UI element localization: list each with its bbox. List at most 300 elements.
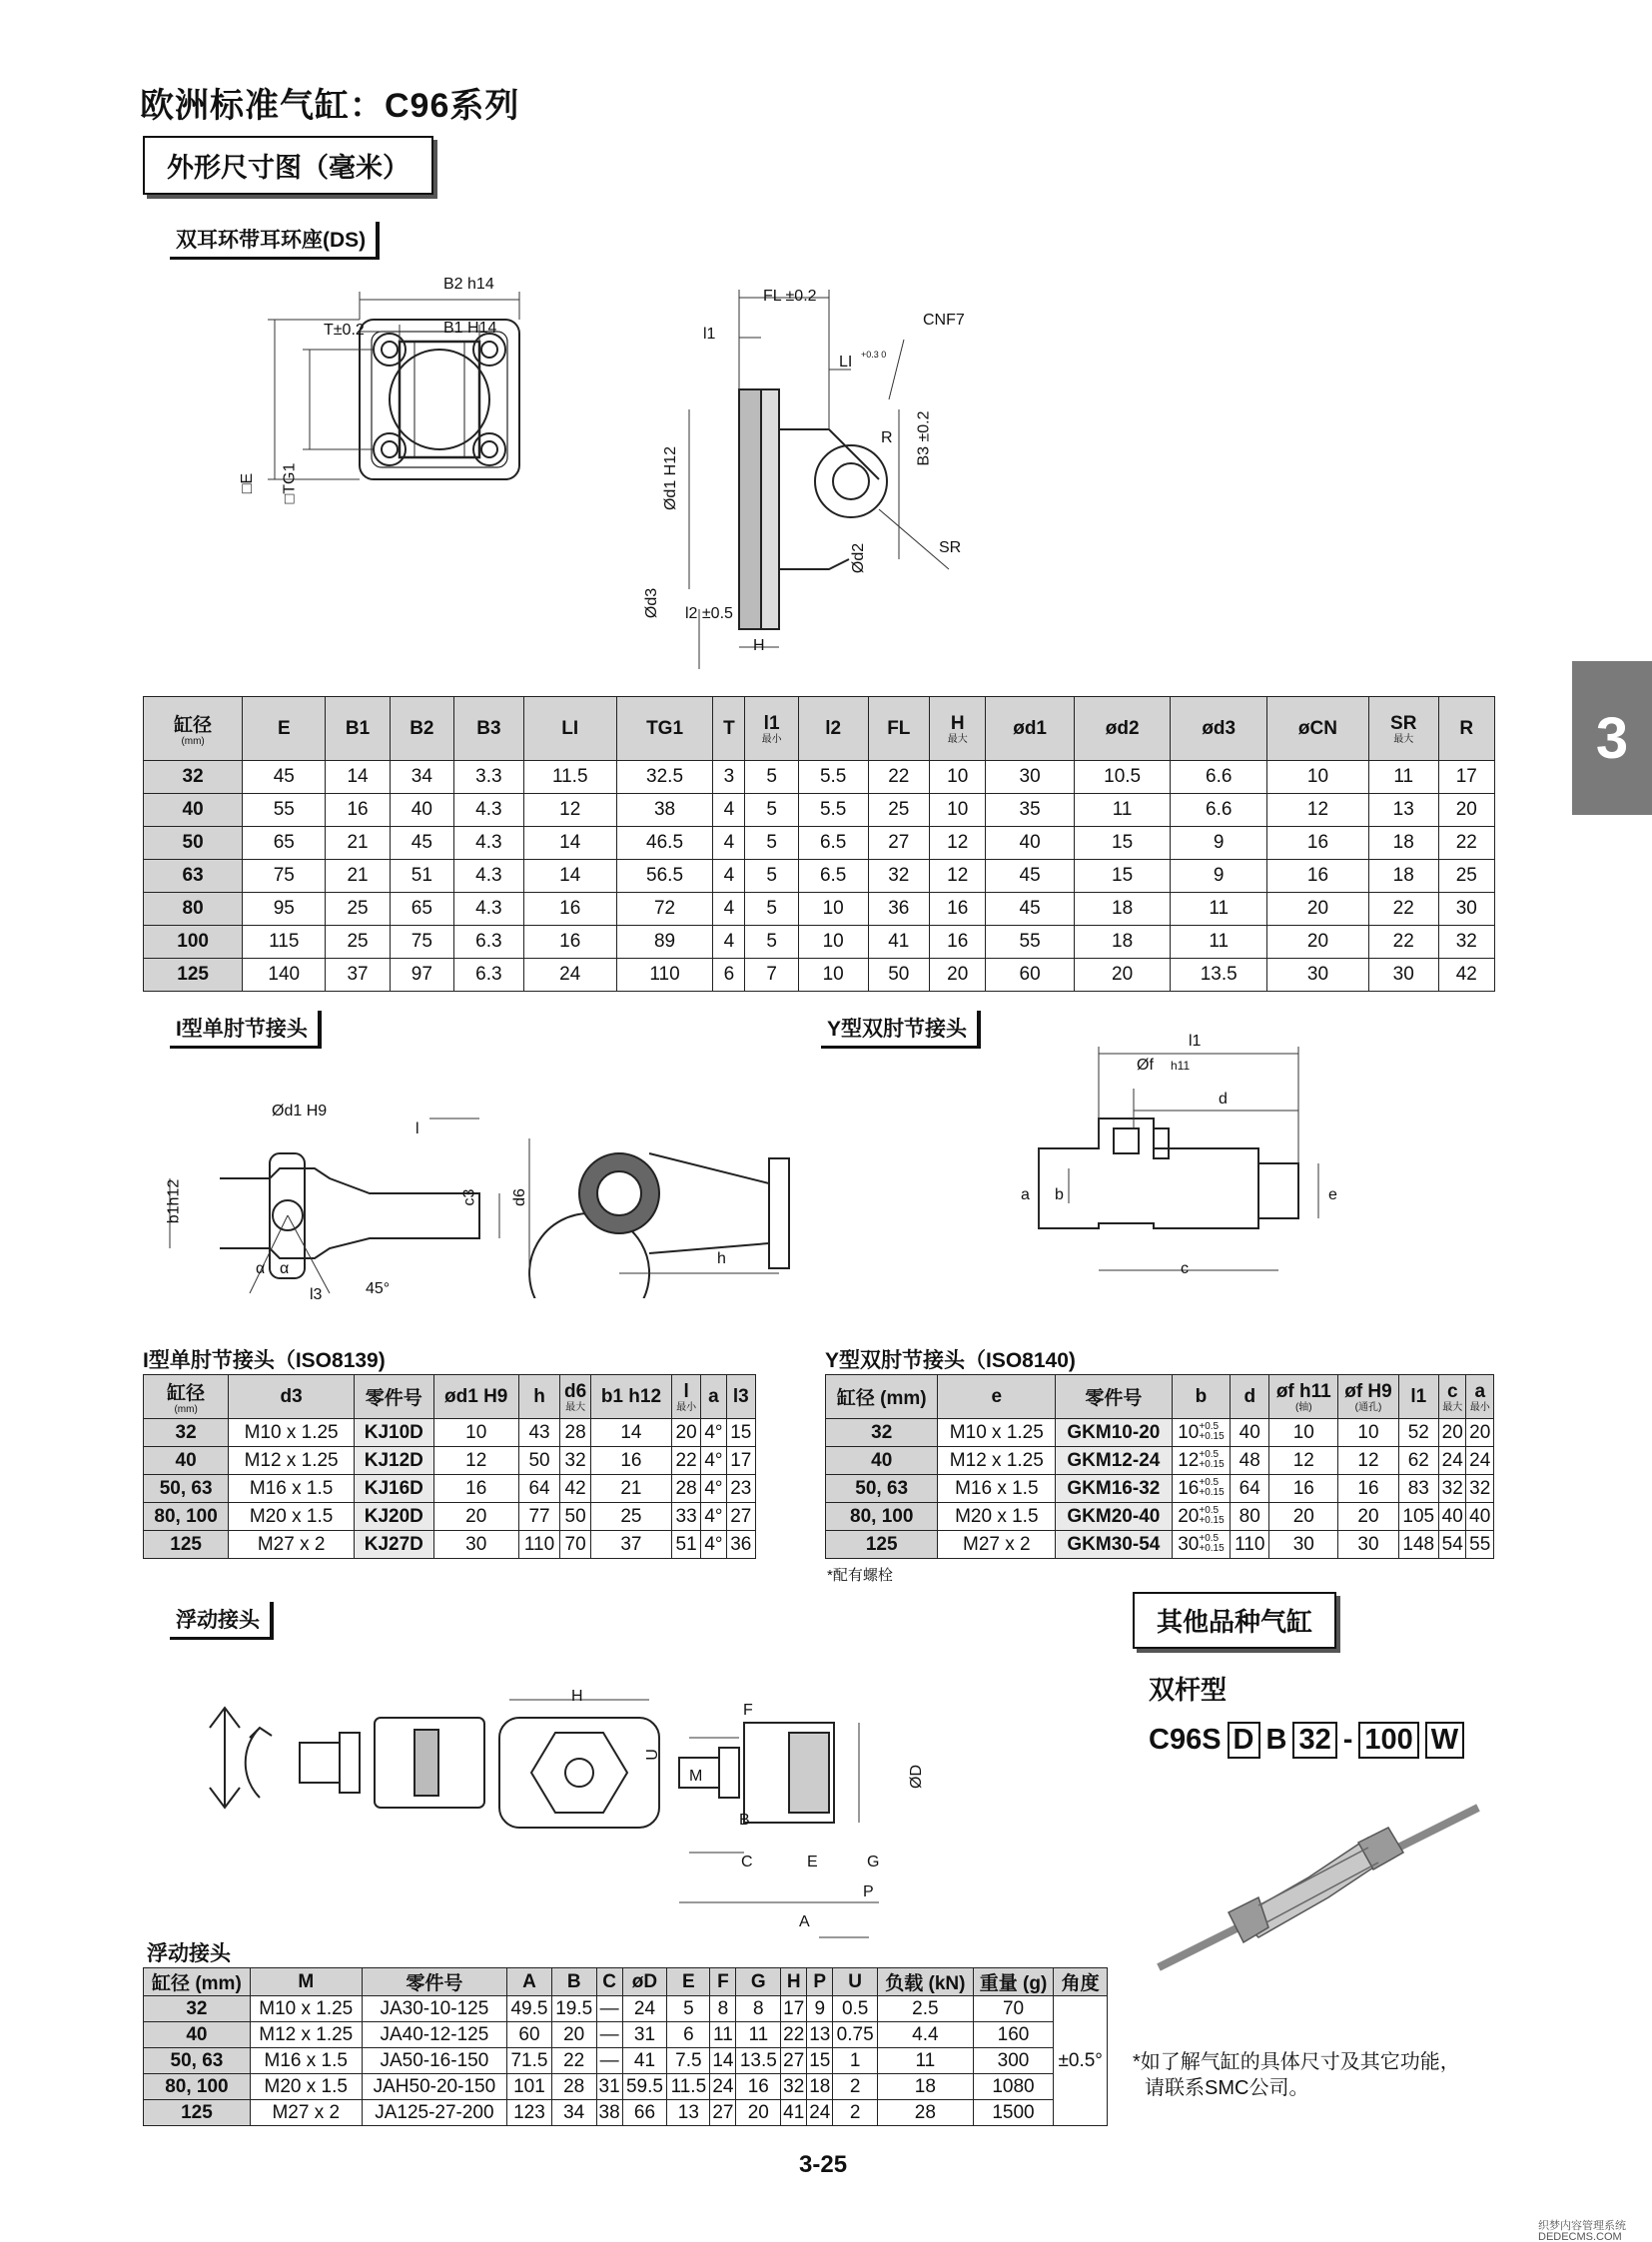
table-cell: 4.3	[454, 794, 524, 827]
column-header: øf h11 (轴)	[1269, 1375, 1338, 1419]
contact-note-2: 请联系SMC公司。	[1145, 2077, 1309, 2099]
column-header: ød1 H9	[433, 1375, 518, 1419]
y-label-a: a	[1021, 1186, 1030, 1203]
table-cell: 38	[616, 794, 713, 827]
table-cell: 15	[1074, 860, 1171, 893]
table-cell: 25	[326, 926, 390, 959]
table-cell: 17	[1438, 761, 1494, 794]
table-cell: 4°	[701, 1531, 726, 1559]
table-cell: 16	[433, 1475, 518, 1503]
table-cell: M16 x 1.5	[229, 1475, 355, 1503]
table-cell: 30	[1438, 893, 1494, 926]
column-header: P	[807, 1968, 833, 1996]
table-cell: 55	[243, 794, 326, 827]
table-cell: 0.5	[833, 1996, 878, 2022]
model-code-d: D	[1228, 1722, 1260, 1759]
table-cell: 42	[560, 1475, 591, 1503]
table-cell: 50	[868, 959, 930, 992]
table-cell: 10	[798, 893, 868, 926]
table-cell: 10	[930, 761, 986, 794]
table-cell: 12	[523, 794, 616, 827]
table-cell: 41	[622, 2048, 667, 2074]
table-cell: 55	[986, 926, 1074, 959]
i-table-title: I型单肘节接头（ISO8139)	[143, 1349, 386, 1372]
table-cell: 21	[326, 827, 390, 860]
float-label-m: M	[689, 1768, 703, 1785]
table-cell: 125	[144, 2100, 251, 2126]
table-cell: 140	[243, 959, 326, 992]
table-cell: 1500	[973, 2100, 1054, 2126]
column-header: TG1	[616, 697, 713, 761]
table-cell: GKM16-32	[1056, 1475, 1172, 1503]
i-joint-drawing	[150, 1099, 829, 1298]
table-cell: M27 x 2	[229, 1531, 355, 1559]
ds-label-l2: l2 ±0.5	[685, 605, 733, 622]
table-cell: 10+0.5 +0.15	[1172, 1419, 1231, 1447]
ds-label-r: R	[881, 429, 893, 446]
table-cell: JA125-27-200	[362, 2100, 506, 2126]
table-cell: 8	[710, 1996, 736, 2022]
column-header: øD	[622, 1968, 667, 1996]
table-cell: 40	[1231, 1419, 1269, 1447]
table-cell: 59.5	[622, 2074, 667, 2100]
table-row	[826, 1503, 1494, 1531]
float-label-d: ØD	[908, 1765, 925, 1789]
floating-table-title: 浮动接头	[147, 1942, 231, 1965]
table-row	[144, 1419, 756, 1447]
table-cell: 54	[1439, 1531, 1466, 1559]
table-cell: 65	[243, 827, 326, 860]
table-cell: —	[596, 2048, 622, 2074]
table-row	[144, 1531, 756, 1559]
y-label-e: e	[1328, 1186, 1337, 1203]
table-cell: M10 x 1.25	[938, 1419, 1056, 1447]
table-cell: 48	[1231, 1447, 1269, 1475]
table-cell: 14	[523, 860, 616, 893]
column-header: FL	[868, 697, 930, 761]
table-cell: 32	[1438, 926, 1494, 959]
column-header: b	[1172, 1375, 1231, 1419]
table-cell: 20	[671, 1419, 700, 1447]
table-cell: M27 x 2	[250, 2100, 362, 2126]
table-cell: 25	[1438, 860, 1494, 893]
y-label-c: c	[1181, 1260, 1189, 1277]
table-cell: 30	[1269, 1531, 1338, 1559]
table-cell: 4°	[701, 1447, 726, 1475]
table-row	[826, 1419, 1494, 1447]
float-label-b: B	[739, 1812, 750, 1829]
double-rod-type: 双杆型	[1149, 1675, 1228, 1705]
table-cell: 5.5	[798, 794, 868, 827]
y-joint-table	[825, 1374, 1494, 1559]
column-header: l1 最小	[745, 697, 798, 761]
table-cell: 89	[616, 926, 713, 959]
table-cell: 20	[1074, 959, 1171, 992]
table-cell: GKM20-40	[1056, 1503, 1172, 1531]
table-cell: 5	[745, 794, 798, 827]
table-cell: 12	[1269, 1447, 1338, 1475]
column-header: H	[781, 1968, 807, 1996]
table-cell: M12 x 1.25	[229, 1447, 355, 1475]
column-header: øCN	[1267, 697, 1369, 761]
table-cell: 12	[433, 1447, 518, 1475]
ds-front-view-drawing	[240, 270, 579, 599]
table-cell: 11	[736, 2022, 781, 2048]
table-cell: 18	[1368, 860, 1438, 893]
table-row	[144, 860, 1495, 893]
table-cell: 20	[1269, 1503, 1338, 1531]
y-table-note: *配有螺栓	[827, 1567, 893, 1584]
column-header: l 最小	[671, 1375, 700, 1419]
y-table-title: Y型双肘节接头（ISO8140)	[825, 1349, 1076, 1372]
table-cell: M10 x 1.25	[250, 1996, 362, 2022]
table-cell: 6.3	[454, 959, 524, 992]
y-joint-drawing	[999, 1039, 1358, 1298]
table-cell: 10	[1267, 761, 1369, 794]
table-cell: 64	[518, 1475, 559, 1503]
column-header: øf H9 (通孔)	[1338, 1375, 1398, 1419]
table-cell: 22	[671, 1447, 700, 1475]
table-cell: 18	[1074, 926, 1171, 959]
table-cell: 160	[973, 2022, 1054, 2048]
column-header: d6 最大	[560, 1375, 591, 1419]
table-cell: 3.3	[454, 761, 524, 794]
table-cell: 97	[390, 959, 453, 992]
table-cell: 12	[1338, 1447, 1398, 1475]
table-row	[144, 1447, 756, 1475]
column-header: G	[736, 1968, 781, 1996]
column-header: 缸径 (mm)	[826, 1375, 938, 1419]
table-cell: 20	[1267, 926, 1369, 959]
table-cell: 4.3	[454, 860, 524, 893]
table-cell: 20	[1439, 1419, 1466, 1447]
table-cell: 41	[868, 926, 930, 959]
table-cell: —	[596, 1996, 622, 2022]
column-header: d	[1231, 1375, 1269, 1419]
table-cell: 14	[710, 2048, 736, 2074]
table-cell: 13	[667, 2100, 710, 2126]
table-cell: 18	[878, 2074, 974, 2100]
table-cell: 110	[518, 1531, 559, 1559]
y-label-h11: h11	[1171, 1059, 1191, 1073]
table-cell: 32	[826, 1419, 938, 1447]
model-code-prefix: C96S	[1149, 1724, 1222, 1756]
table-cell: 30	[986, 761, 1074, 794]
table-cell: 148	[1398, 1531, 1439, 1559]
table-cell: 45	[986, 893, 1074, 926]
float-label-f: F	[743, 1702, 753, 1719]
table-cell: 13.5	[736, 2048, 781, 2074]
table-cell: 20	[736, 2100, 781, 2126]
table-cell: 12	[930, 860, 986, 893]
table-cell: 7	[745, 959, 798, 992]
column-header: B3	[454, 697, 524, 761]
table-cell: 77	[518, 1503, 559, 1531]
section-tab[interactable]: 3	[1572, 661, 1652, 815]
table-cell: 32	[868, 860, 930, 893]
ds-label-b3: B3 ±0.2	[915, 410, 933, 466]
table-cell: KJ12D	[355, 1447, 434, 1475]
table-cell: 20	[1338, 1503, 1398, 1531]
table-cell: 51	[390, 860, 453, 893]
table-cell: 22	[781, 2022, 807, 2048]
float-label-p: P	[863, 1883, 874, 1900]
i-label-l: l	[415, 1121, 419, 1137]
table-cell: 32	[144, 1419, 229, 1447]
table-cell: 32	[1466, 1475, 1494, 1503]
table-cell: 125	[826, 1531, 938, 1559]
table-cell: 45	[243, 761, 326, 794]
table-cell: 13	[1368, 794, 1438, 827]
table-cell: 2	[833, 2100, 878, 2126]
ds-dimension-table	[143, 696, 1495, 992]
table-cell: 64	[1231, 1475, 1269, 1503]
table-cell: 125	[144, 1531, 229, 1559]
table-cell: 16	[1267, 827, 1369, 860]
column-header: b1 h12	[590, 1375, 671, 1419]
table-cell: 71.5	[507, 2048, 552, 2074]
column-header: LI	[523, 697, 616, 761]
table-row	[144, 1475, 756, 1503]
ds-label-li: LI	[839, 354, 853, 371]
table-cell: 11	[1171, 893, 1267, 926]
table-cell: 30	[1338, 1531, 1398, 1559]
float-label-a: A	[799, 1913, 810, 1930]
float-label-e: E	[807, 1854, 818, 1870]
table-cell: 18	[1074, 893, 1171, 926]
table-cell: 300	[973, 2048, 1054, 2074]
table-cell: 83	[1398, 1475, 1439, 1503]
table-cell: 24	[1439, 1447, 1466, 1475]
table-cell: 23	[726, 1475, 755, 1503]
column-header: E	[667, 1968, 710, 1996]
table-cell: 28	[671, 1475, 700, 1503]
table-cell: 20+0.5 +0.15	[1172, 1503, 1231, 1531]
table-cell: 50, 63	[144, 2048, 251, 2074]
table-cell: M16 x 1.5	[250, 2048, 362, 2074]
column-header: B2	[390, 697, 453, 761]
table-cell: 4°	[701, 1475, 726, 1503]
table-cell: 110	[1231, 1531, 1269, 1559]
table-cell: 22	[1368, 893, 1438, 926]
table-cell: 65	[390, 893, 453, 926]
column-header: 角度	[1054, 1968, 1108, 1996]
ds-side-view-drawing	[629, 280, 989, 669]
table-cell: 50, 63	[826, 1475, 938, 1503]
table-cell: 4°	[701, 1419, 726, 1447]
table-cell: —	[596, 2022, 622, 2048]
table-cell: 24	[523, 959, 616, 992]
table-cell: 4	[713, 926, 745, 959]
table-cell: 16	[736, 2074, 781, 2100]
table-cell: 123	[507, 2100, 552, 2126]
column-header: l1	[1398, 1375, 1439, 1419]
table-cell: 21	[326, 860, 390, 893]
table-cell: 60	[986, 959, 1074, 992]
table-cell: 6	[667, 2022, 710, 2048]
column-header: C	[596, 1968, 622, 1996]
table-cell: 6	[713, 959, 745, 992]
table-cell: 33	[671, 1503, 700, 1531]
table-cell: 80	[144, 893, 243, 926]
table-cell: 25	[868, 794, 930, 827]
i-label-l3: l3	[310, 1286, 323, 1303]
table-cell: 49.5	[507, 1996, 552, 2022]
table-cell: 16	[930, 893, 986, 926]
table-cell: 105	[1398, 1503, 1439, 1531]
table-cell: 36	[868, 893, 930, 926]
table-cell: 14	[590, 1419, 671, 1447]
table-cell: 28	[551, 2074, 596, 2100]
table-cell: 31	[596, 2074, 622, 2100]
table-cell: 80, 100	[826, 1503, 938, 1531]
table-cell: 50	[518, 1447, 559, 1475]
table-cell: 40	[986, 827, 1074, 860]
table-cell: 18	[807, 2074, 833, 2100]
column-header: ød2	[1074, 697, 1171, 761]
table-cell: 95	[243, 893, 326, 926]
table-cell: 5	[745, 860, 798, 893]
table-cell: 70	[560, 1531, 591, 1559]
table-cell: 4	[713, 860, 745, 893]
table-cell: 16	[930, 926, 986, 959]
table-cell: 37	[326, 959, 390, 992]
table-cell: 1080	[973, 2074, 1054, 2100]
table-cell: 6.6	[1171, 761, 1267, 794]
table-cell: 8	[736, 1996, 781, 2022]
table-cell: 10	[798, 926, 868, 959]
table-cell: 12	[1267, 794, 1369, 827]
table-cell: 1	[833, 2048, 878, 2074]
table-cell: 27	[726, 1503, 755, 1531]
table-cell: JA40-12-125	[362, 2022, 506, 2048]
model-code-b: B	[1265, 1724, 1287, 1756]
table-cell: 20	[1267, 893, 1369, 926]
table-cell: 27	[710, 2100, 736, 2126]
table-cell: 6.5	[798, 827, 868, 860]
float-label-u: U	[643, 1749, 661, 1761]
table-cell: 50, 63	[144, 1475, 229, 1503]
table-cell: 32	[1439, 1475, 1466, 1503]
table-row	[826, 1475, 1494, 1503]
table-cell: 72	[616, 893, 713, 926]
ds-label-e: □E	[239, 472, 257, 494]
table-cell: 80, 100	[144, 1503, 229, 1531]
table-cell: 22	[551, 2048, 596, 2074]
column-header: B1	[326, 697, 390, 761]
watermark: 织梦内容管理系统 DEDECMS.COM	[1538, 2220, 1626, 2242]
table-cell: 5	[667, 1996, 710, 2022]
table-cell: 50	[144, 827, 243, 860]
table-cell: 17	[726, 1447, 755, 1475]
table-cell: 27	[868, 827, 930, 860]
table-cell: 5	[745, 893, 798, 926]
ds-label-d3: Ød3	[643, 587, 661, 619]
floating-joint-drawing	[180, 1678, 979, 1957]
table-cell: 4	[713, 827, 745, 860]
table-cell: JA30-10-125	[362, 1996, 506, 2022]
column-header: SR 最大	[1368, 697, 1438, 761]
table-cell: 5	[745, 761, 798, 794]
table-cell: 40	[1466, 1503, 1494, 1531]
column-header: E	[243, 697, 326, 761]
table-cell: M20 x 1.5	[250, 2074, 362, 2100]
table-cell: 22	[1438, 827, 1494, 860]
table-cell: 4.3	[454, 827, 524, 860]
table-cell: 43	[518, 1419, 559, 1447]
i-joint-tag: I型单肘节接头	[170, 1011, 322, 1049]
table-cell: 40	[144, 1447, 229, 1475]
ds-label-cnf7: CNF7	[923, 312, 965, 329]
table-row	[826, 1531, 1494, 1559]
table-cell: 20	[551, 2022, 596, 2048]
column-header: 缸径 (mm)	[144, 1375, 229, 1419]
table-cell: 40	[144, 2022, 251, 2048]
table-cell: 11.5	[667, 2074, 710, 2100]
column-header: h	[518, 1375, 559, 1419]
ds-label-h: H	[753, 637, 765, 654]
y-label-l1: l1	[1189, 1033, 1202, 1050]
table-row	[144, 2100, 1108, 2126]
table-cell: 4	[713, 893, 745, 926]
table-cell: 40	[1439, 1503, 1466, 1531]
table-cell: 101	[507, 2074, 552, 2100]
column-header: T	[713, 697, 745, 761]
table-row	[144, 827, 1495, 860]
ds-label-b2: B2 h14	[443, 276, 494, 293]
table-cell: 80	[1231, 1503, 1269, 1531]
table-cell: 16	[1269, 1475, 1338, 1503]
ds-label-t: T±0.2	[324, 322, 365, 339]
table-cell: 30	[433, 1531, 518, 1559]
column-header: ød1	[986, 697, 1074, 761]
table-cell: 32	[560, 1447, 591, 1475]
column-header: M	[250, 1968, 362, 1996]
table-cell: 7.5	[667, 2048, 710, 2074]
table-cell: 4.4	[878, 2022, 974, 2048]
column-header: l2	[798, 697, 868, 761]
table-cell: 110	[616, 959, 713, 992]
table-cell: 17	[781, 1996, 807, 2022]
ds-tag: 双耳环带耳环座(DS)	[170, 222, 380, 260]
table-cell: 28	[878, 2100, 974, 2126]
table-cell: 14	[326, 761, 390, 794]
table-cell: M20 x 1.5	[938, 1503, 1056, 1531]
table-cell: 37	[590, 1531, 671, 1559]
model-code	[1149, 1722, 1464, 1759]
table-cell: 9	[1171, 827, 1267, 860]
table-cell: 22	[868, 761, 930, 794]
column-header: F	[710, 1968, 736, 1996]
table-cell: M12 x 1.25	[938, 1447, 1056, 1475]
table-cell: 45	[390, 827, 453, 860]
table-cell: 14	[523, 827, 616, 860]
column-header: 零件号	[355, 1375, 434, 1419]
i-label-alpha2: α	[280, 1260, 290, 1277]
model-code-stroke: 100	[1358, 1722, 1418, 1759]
table-cell: 51	[671, 1531, 700, 1559]
table-cell: 45	[986, 860, 1074, 893]
table-cell: 21	[590, 1475, 671, 1503]
table-cell: 16	[326, 794, 390, 827]
table-row	[144, 2048, 1108, 2074]
table-cell: 4	[713, 794, 745, 827]
y-label-b: b	[1055, 1186, 1064, 1203]
column-header: c 最大	[1439, 1375, 1466, 1419]
table-cell: 0.75	[833, 2022, 878, 2048]
table-cell: 10	[798, 959, 868, 992]
table-cell: 11.5	[523, 761, 616, 794]
